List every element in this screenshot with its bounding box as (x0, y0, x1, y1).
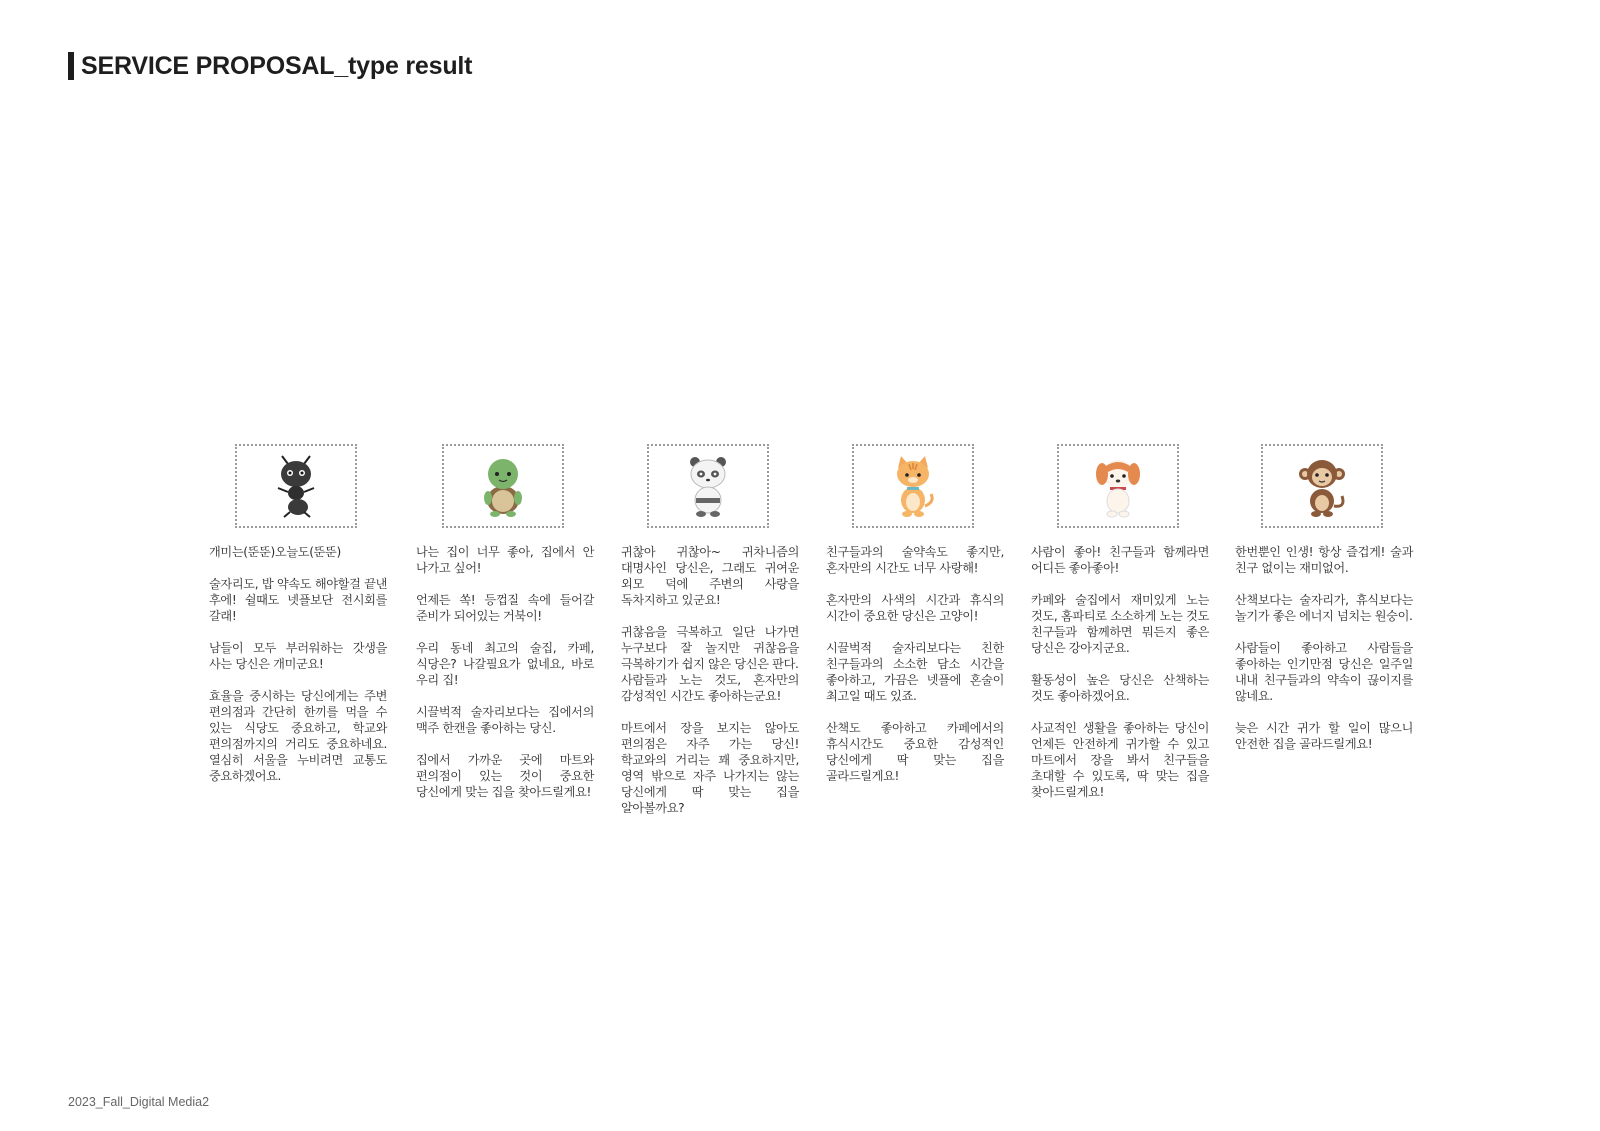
character-frame (1057, 444, 1179, 528)
turtle-icon (473, 454, 533, 518)
title-accent-bar (68, 52, 74, 80)
monkey-icon (1292, 454, 1352, 518)
puppy-icon (1088, 454, 1148, 518)
card-description: 나는 집이 너무 좋아, 집에서 안 나가고 싶어! 언제든 쏙! 등껍질 속에 들어갈 준비가 되어있는 거북이! 우리 동네 최고의 술집, 카페, 식당은? 나갈필요가 없네요, 바로 우리 집! 시끌벅적 술자리보다는 집에서의 맥주 한캔을 좋아하는 당신. 집에서 가까운 곳에 마트와 편의점이 있는 것이 중요한 당신에게 맞는 집을 찾아드릴게요! (416, 545, 594, 799)
character-frame (235, 444, 357, 528)
page-header (68, 52, 472, 80)
card-description: 한번뿐인 인생! 항상 즐겁게! 술과 친구 없이는 재미없어. 산책보다는 술자리가, 휴식보다는 놀기가 좋은 에너지 넘치는 원숭이. 사람들이 좋아하고 사람들을 좋아하는 인기만점 당신은 일주일 내내 친구들과의 약속이 끊이지를 않네요. 늦은 시간 귀가 할 일이 많으니 안전한 집을 골라드릴게요! (1235, 545, 1413, 751)
character-frame (1261, 444, 1383, 528)
card-description: 귀찮아 귀찮아~ 귀차니즘의 대명사인 당신은, 그래도 귀여운 외모 덕에 주변의 사랑을 독차지하고 있군요! 귀찮음을 극복하고 일단 나가면 누구보다 잘 놀지만 귀찮음을 극복하기가 쉽지 않은 당신은 판다. 사람들과 노는 것도, 혼자만의 감성적인 시간도 좋아하는군요! 마트에서 장을 보지는 않아도 편의점은 자주 가는 당신! 학교와의 거리는 꽤 중요하지만, 영역 밖으로 자주 나가지는 않는 당신에게 딱 맞는 집을 알아볼까요? (621, 545, 799, 815)
panda-icon (678, 454, 738, 518)
character-frame (442, 444, 564, 528)
card-description: 친구들과의 술약속도 좋지만, 혼자만의 시간도 너무 사랑해! 혼자만의 사색의 시간과 휴식의 시간이 중요한 당신은 고양이! 시끌벅적 술자리보다는 친한 친구들과의 소소한 담소 시간을 좋아하고, 가끔은 넷플에 혼술이 최고일 때도 있죠. 산책도 좋아하고 카페에서의 휴식시간도 중요한 감성적인 당신에게 딱 맞는 집을 골라드릴게요! (826, 545, 1004, 783)
character-frame (647, 444, 769, 528)
card-description: 사람이 좋아! 친구들과 함께라면 어디든 좋아좋아! 카페와 술집에서 재미있게 노는 것도, 홈파티로 소소하게 노는 것도 친구들과 함께하면 뭐든지 좋은 당신은 강아지군요. 활동성이 높은 당신은 산책하는 것도 좋아하겠어요. 사교적인 생활을 좋아하는 당신이 언제든 안전하게 귀가할 수 있고 마트에서 장을 봐서 친구들을 초대할 수 있도록, 딱 맞는 집을 찾아드릴게요! (1031, 545, 1209, 799)
page-title: SERVICE PROPOSAL_type result (81, 52, 473, 80)
cat-icon (883, 454, 943, 518)
result-cards (0, 444, 1600, 864)
ant-icon (266, 454, 326, 518)
character-frame (852, 444, 974, 528)
footer-label: 2023_Fall_Digital Media2 (68, 1095, 210, 1109)
card-description: 개미는(뚠뚠)오늘도(뚠뚠) 술자리도, 밥 약속도 해야할걸 끝낸 후에! 쉴때도 넷플보단 전시회를 갈래! 남들이 모두 부러워하는 갓생을 사는 당신은 개미군요! 효율을 중시하는 당신에게는 주변 편의점과 간단히 한끼를 먹을 수 있는 식당도 중요하고, 학교와 편의점까지의 거리도 중요하네요. 열심히 서울을 누비려면 교통도 중요하겠어요. (209, 545, 387, 783)
